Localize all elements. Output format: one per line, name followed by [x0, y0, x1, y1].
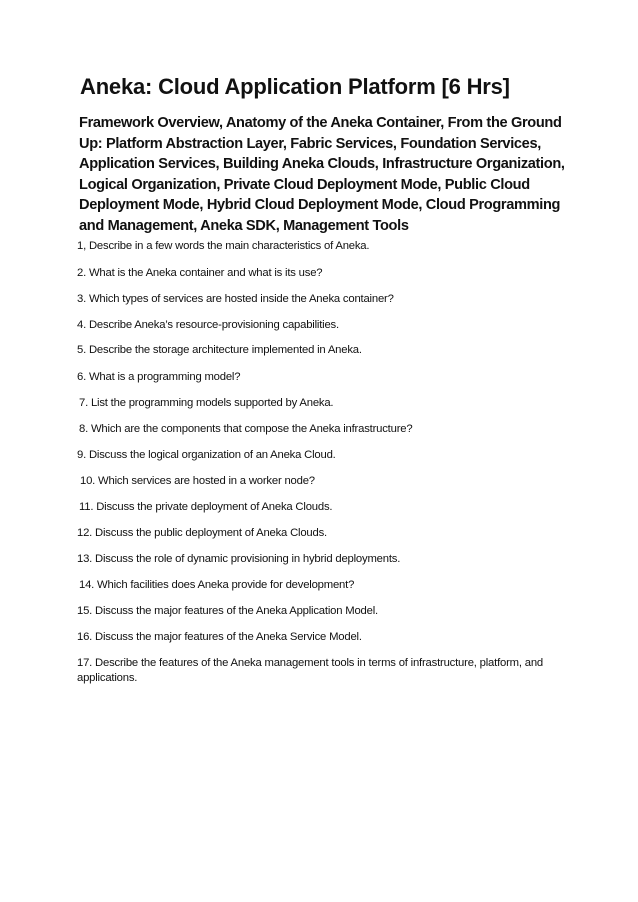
question-2: 2. What is the Aneka container and what is its use? — [77, 267, 323, 279]
question-13: 13. Discuss the role of dynamic provisioning in hybrid deployments. — [77, 553, 401, 565]
question-6: 6. What is a programming model? — [77, 371, 241, 383]
question-9: 9. Discuss the logical organization of an Aneka Cloud. — [77, 449, 336, 461]
question-7: 7. List the programming models supported by Aneka. — [79, 397, 334, 409]
question-15: 15. Discuss the major features of the Aneka Application Model. — [77, 605, 378, 617]
question-16: 16. Discuss the major features of the Aneka Service Model. — [77, 631, 362, 643]
topics-overview: Framework Overview, Anatomy of the Aneka Container, From the Ground Up: Platform Abstraction Layer, Fabric Services, Foundation Services, Application Services, Building Aneka Clouds, Infrastructure Organization, Logical Organization, Private Cloud Deployment Mode, Public Cloud Deployment Mode, Hybrid Cloud Deployment Mode, Cloud Programming and Management, Aneka SDK, Management Tools — [79, 115, 565, 234]
question-8: 8. Which are the components that compose the Aneka infrastructure? — [79, 423, 413, 435]
question-1: 1, Describe in a few words the main characteristics of Aneka. — [77, 240, 370, 252]
question-5: 5. Describe the storage architecture implemented in Aneka. — [77, 344, 362, 356]
question-17: 17. Describe the features of the Aneka management tools in terms of infrastructure, platform, and applications. — [77, 657, 543, 684]
question-11: 11. Discuss the private deployment of Aneka Clouds. — [79, 501, 333, 513]
question-12: 12. Discuss the public deployment of Aneka Clouds. — [77, 527, 327, 539]
question-14: 14. Which facilities does Aneka provide for development? — [79, 579, 355, 591]
question-4: 4. Describe Aneka’s resource-provisioning capabilities. — [77, 319, 339, 331]
question-3: 3. Which types of services are hosted inside the Aneka container? — [77, 293, 394, 305]
question-10: 10. Which services are hosted in a worker node? — [80, 475, 315, 487]
document-title: Aneka: Cloud Application Platform [6 Hrs] — [80, 74, 510, 99]
